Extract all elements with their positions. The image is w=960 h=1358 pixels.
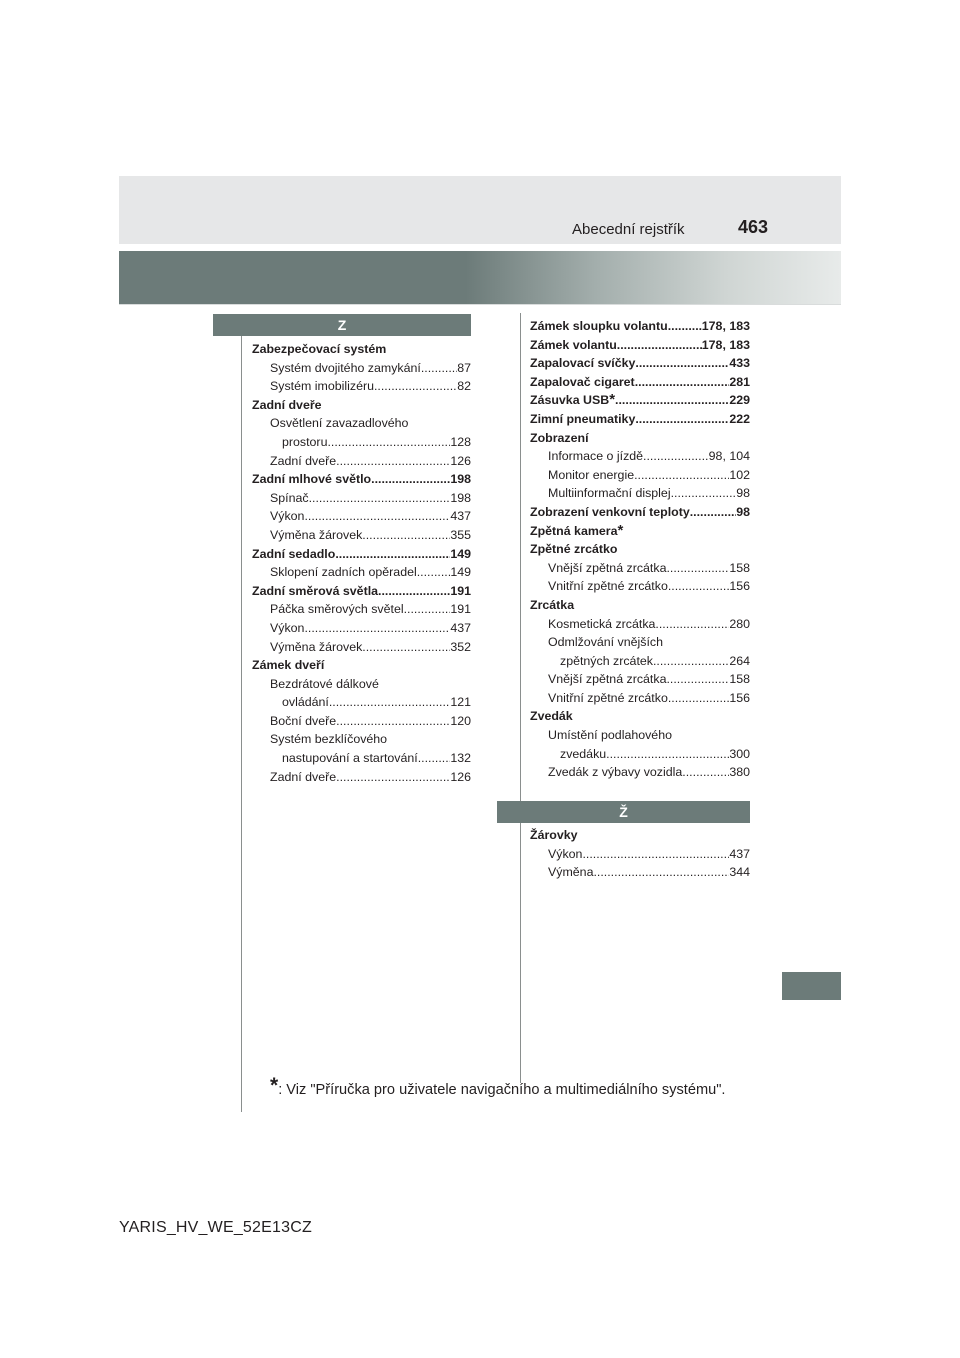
index-entry-label: Zadní směrová světla (252, 583, 379, 598)
index-entry (530, 540, 750, 559)
index-entry (530, 559, 750, 578)
index-entry (252, 489, 471, 508)
index-entry-page: 222 (729, 411, 750, 426)
index-entry (252, 712, 471, 731)
dot-leader (666, 670, 729, 689)
index-entry-label: Zapalovač cigaret (530, 374, 635, 389)
index-entry-page: 120 (450, 713, 471, 728)
dot-leader (593, 863, 729, 882)
index-entry-label: Sklopení zadních opěradel (270, 565, 417, 580)
index-entry (530, 633, 750, 652)
index-entry-page: 149 (450, 565, 471, 580)
index-entry-label: Zrcátka (530, 597, 575, 612)
index-entry-label: Zpětná kamera (530, 523, 618, 538)
index-entry (252, 693, 471, 712)
dot-leader (336, 452, 450, 471)
index-entry-label: prostoru (282, 434, 328, 449)
index-entry (252, 600, 471, 619)
index-entry-label: Spínač (270, 490, 309, 505)
chapter-tab (782, 972, 841, 1000)
index-entry-label: Zásuvka USB (530, 393, 610, 408)
index-entry (530, 863, 750, 882)
index-entry (530, 466, 750, 485)
index-entry (530, 484, 750, 503)
dot-leader (690, 503, 736, 522)
header-gradient-band (119, 251, 841, 304)
index-entry (530, 336, 750, 355)
dot-leader (374, 377, 457, 396)
index-entry-page: 87 (457, 360, 471, 375)
index-entry-label: Umístění podlahového (548, 728, 672, 743)
index-entry (530, 503, 750, 522)
index-entry-label: Páčka směrových světel (270, 602, 404, 617)
index-entry-page: 158 (729, 672, 750, 687)
dot-leader (418, 749, 451, 768)
index-entry-page: 98, 104 (708, 449, 750, 464)
dot-leader (329, 693, 450, 712)
index-entry (530, 596, 750, 615)
index-column-right-zh (530, 826, 750, 882)
index-entry (252, 675, 471, 694)
index-entry (252, 359, 471, 378)
index-entry-label: Vnitřní zpětné zrcátko (548, 579, 668, 594)
dot-leader (635, 410, 729, 429)
index-entry-page: 126 (450, 769, 471, 784)
index-entry-page: 229 (729, 393, 750, 408)
index-entry (530, 670, 750, 689)
index-entry-label: Zadní dveře (270, 453, 337, 468)
index-entry (530, 317, 750, 336)
index-entry-page: 355 (450, 527, 471, 542)
index-entry-page: 156 (729, 579, 750, 594)
index-entry-page: 128 (450, 434, 471, 449)
index-entry-label: Žárovky (530, 828, 578, 842)
index-entry-page: 121 (450, 695, 471, 710)
dot-leader (309, 489, 451, 508)
index-entry-label: Boční dveře (270, 713, 337, 728)
index-entry (252, 638, 471, 657)
index-entry-label: Výkon (548, 846, 583, 861)
page-number: 463 (738, 217, 769, 237)
index-entry (252, 452, 471, 471)
index-entry-label: Výkon (270, 620, 305, 635)
header-bar (119, 176, 841, 244)
index-entry-page: 380 (729, 765, 750, 780)
index-entry-label: Systém bezklíčového (270, 732, 388, 747)
index-entry-label: Zpětné zrcátko (530, 542, 618, 557)
index-entry-label: Zámek volantu (530, 337, 617, 352)
index-entry-label: Zvedák (530, 709, 573, 724)
index-entry (530, 707, 750, 726)
index-entry-page: 437 (450, 509, 471, 524)
index-entry-page: 126 (450, 453, 471, 468)
index-entry-label: Výměna (548, 865, 594, 880)
index-entry (530, 652, 750, 671)
index-entry (252, 749, 471, 768)
index-entry (530, 447, 750, 466)
index-column-right (530, 317, 750, 782)
index-entry-label: Zapalovací svíčky (530, 356, 636, 371)
index-entry (530, 577, 750, 596)
index-entry-label: Multiinformační displej (548, 486, 671, 501)
dot-leader (304, 619, 450, 638)
index-entry-page: 82 (457, 379, 471, 394)
dot-leader (635, 373, 730, 392)
index-entry-label: Osvětlení zavazadlového (270, 416, 409, 431)
dot-leader (582, 845, 729, 864)
dot-leader (655, 615, 729, 634)
index-entry-page: 191 (450, 602, 471, 617)
dot-leader (615, 391, 729, 410)
index-entry (530, 429, 750, 448)
index-entry-label: Monitor energie (548, 467, 635, 482)
index-entry-label: nastupování a startování (282, 751, 418, 766)
letter-band-zh: Ž (497, 801, 750, 823)
index-entry (252, 470, 471, 489)
index-entry (252, 507, 471, 526)
index-entry (530, 689, 750, 708)
dot-leader (421, 359, 457, 378)
index-entry (530, 826, 750, 845)
index-entry (530, 615, 750, 634)
index-entry (530, 745, 750, 764)
index-entry-label: Zvedák z výbavy vozidla (548, 765, 683, 780)
dot-leader (617, 336, 702, 355)
index-column-left (252, 340, 471, 786)
index-entry (530, 726, 750, 745)
dot-leader (668, 577, 729, 596)
index-entry (530, 410, 750, 429)
index-entry-label: Zadní dveře (252, 397, 322, 412)
dot-leader (335, 545, 450, 564)
dot-leader (671, 484, 737, 503)
index-entry-page: 437 (729, 846, 750, 861)
dot-leader (327, 433, 450, 452)
footnote (270, 1074, 726, 1098)
index-entry (252, 768, 471, 787)
index-entry (252, 730, 471, 749)
index-entry-label: Informace o jízdě (548, 449, 644, 464)
header-divider (119, 304, 841, 305)
index-entry-label: Zámek dveří (252, 658, 325, 673)
index-entry (252, 563, 471, 582)
index-entry-page: 102 (729, 467, 750, 482)
footnote-marker: * (270, 1074, 279, 1097)
index-entry (530, 354, 750, 373)
index-entry: Zásuvka USB * ..... 229 (530, 391, 750, 410)
letter-band-z: Z (213, 314, 471, 336)
index-entry (530, 373, 750, 392)
dot-leader (371, 470, 450, 489)
index-entry-label: Zadní dveře (270, 769, 337, 784)
index-entry: Zpětná kamera * (530, 521, 624, 539)
index-entry-label: Zimní pneumatiky (530, 411, 636, 426)
index-entry (252, 396, 471, 415)
index-entry (252, 526, 471, 545)
index-entry-label: Zobrazení (530, 430, 589, 445)
index-entry-page: 198 (450, 472, 471, 487)
index-entry-page: 433 (729, 356, 750, 371)
index-entry-label: Výměna žárovek (270, 639, 363, 654)
index-entry (530, 845, 750, 864)
index-entry (252, 414, 471, 433)
index-entry-label: Odmlžování vnějších (548, 635, 664, 650)
index-entry-page: 156 (729, 690, 750, 705)
index-entry-page: 178, 183 (701, 319, 750, 333)
dot-leader (634, 466, 729, 485)
index-entry-page: 352 (450, 639, 471, 654)
index-entry-label: Vnější zpětná zrcátka (548, 560, 667, 575)
dot-leader (378, 582, 450, 601)
dot-leader (668, 689, 729, 708)
index-entry-label: Bezdrátové dálkové (270, 676, 379, 691)
index-entry-page: 280 (729, 616, 750, 631)
dot-leader (417, 563, 451, 582)
index-entry-page: 149 (450, 546, 471, 561)
index-entry (252, 433, 471, 452)
index-entry-page: 344 (729, 865, 750, 880)
index-entry-page: 281 (729, 374, 750, 389)
index-entry-page: 158 (729, 560, 750, 575)
index-entry-page: 132 (450, 751, 471, 766)
index-entry-label: Zámek sloupku volantu (530, 319, 668, 333)
index-entry-label: Zadní sedadlo (252, 546, 336, 561)
dot-leader (668, 317, 702, 336)
dot-leader (404, 600, 451, 619)
document-code: YARIS_HV_WE_52E13CZ (119, 1219, 312, 1236)
dot-leader (304, 507, 450, 526)
index-entry (252, 619, 471, 638)
dot-leader (653, 652, 729, 671)
index-entry-page: 300 (729, 746, 750, 761)
index-entry-label: Systém dvojitého zamykání (270, 360, 421, 375)
dot-leader (362, 526, 450, 545)
footnote-text: : Viz "Příručka pro uživatele navigačního a multimediálního systému". (278, 1082, 726, 1098)
dot-leader (336, 712, 450, 731)
dot-leader (635, 354, 729, 373)
index-entry-page: 98 (736, 504, 750, 519)
index-entry-label: Kosmetická zrcátka (548, 616, 656, 631)
index-entry (252, 377, 471, 396)
index-entry-label: Výměna žárovek (270, 527, 363, 542)
dot-leader (606, 745, 729, 764)
index-entry-label: Vnější zpětná zrcátka (548, 672, 667, 687)
dot-leader (666, 559, 729, 578)
dot-leader (643, 447, 709, 466)
index-entry-page: 191 (450, 583, 471, 598)
index-entry-label: ovládání (282, 695, 329, 710)
index-entry-page: 264 (729, 653, 750, 668)
index-entry-page: 178, 183 (701, 337, 750, 352)
index-entry (252, 582, 471, 601)
index-entry (252, 545, 471, 564)
dot-leader (362, 638, 450, 657)
dot-leader (682, 763, 729, 782)
dot-leader (336, 768, 450, 787)
index-entry-label: Zadní mlhové světlo (252, 472, 372, 487)
index-entry-page: 198 (450, 490, 471, 505)
section-title: Abecední rejstřík (572, 221, 685, 238)
left-column-rule (241, 336, 242, 1112)
index-entry-page: 98 (736, 486, 750, 501)
index-entry-label: Systém imobilizéru (270, 379, 374, 394)
index-entry-label: Zabezpečovací systém (252, 342, 387, 356)
middle-column-rule (520, 313, 521, 1083)
index-entry (252, 656, 471, 675)
index-entry-label: Zobrazení venkovní teploty (530, 504, 690, 519)
index-entry (252, 340, 471, 359)
index-entry-label: zpětných zrcátek (560, 653, 653, 668)
index-entry (530, 763, 750, 782)
index-entry-label: zvedáku (560, 746, 607, 761)
index-entry-label: Výkon (270, 509, 305, 524)
index-entry-page: 437 (450, 620, 471, 635)
index-entry-label: Vnitřní zpětné zrcátko (548, 690, 668, 705)
